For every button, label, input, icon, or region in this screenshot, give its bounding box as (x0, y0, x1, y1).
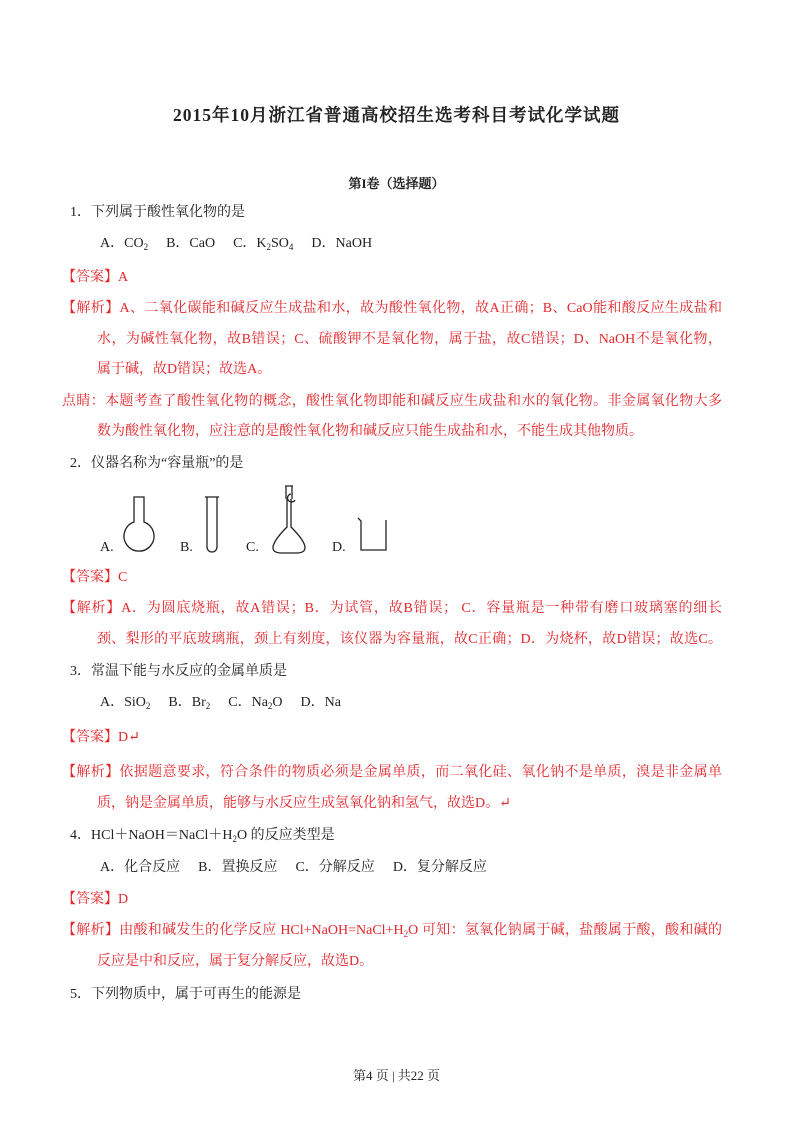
apparatus-label: D. (332, 540, 346, 555)
text-run: 点睛：本题考查了酸性氧化物的概念，酸性氧化物即能和碱反应生成盐和水的氧化物。非金属氧化物大多 (62, 394, 722, 409)
analysis-continued (97, 630, 722, 650)
text-run: SO (271, 236, 289, 251)
analysis-continued (97, 952, 373, 972)
text-run: 2．仪器名称为“容量瓶”的是 (70, 456, 244, 471)
text-run: C．分解反应 (295, 860, 375, 875)
answer (62, 890, 128, 910)
analysis-continued (97, 794, 511, 814)
question (70, 662, 287, 682)
answer (62, 728, 140, 748)
option (228, 693, 282, 713)
answer-options (100, 858, 505, 878)
subscript: 2 (267, 701, 273, 711)
text-run: 属于碱，故D错误；故选A。 (97, 362, 272, 377)
option (100, 693, 150, 713)
text-run: 【解析】A．为圆底烧瓶，故A错误；B．为试管，故B错误； C．容量瓶是一种带有磨口玻璃塞的细长 (62, 601, 722, 616)
text-run: 【答案】D (62, 892, 129, 907)
subscript: 2 (266, 242, 272, 252)
volumetric-flask-icon (273, 486, 305, 553)
subscript: 2 (232, 834, 238, 844)
text-run: A．化合反应 (100, 860, 181, 875)
answer (62, 268, 128, 288)
answer-options (100, 693, 359, 713)
text-run: D．Na (300, 695, 341, 710)
text-run: 反应是中和反应，属于复分解反应，故选D。 (97, 954, 374, 969)
text-run: 4．HCl＋NaOH＝NaCl＋H (70, 828, 233, 843)
text-run: D．复分解反应 (392, 860, 487, 875)
page-title: 2015年10月浙江省普通高校招生选考科目考试化学试题 (173, 105, 620, 125)
text-run: 【答案】D↵ (62, 730, 140, 745)
beaker-icon (358, 518, 386, 550)
option (168, 693, 210, 713)
subscript: 4 (288, 242, 294, 252)
text-run: O 的反应类型是 (237, 828, 335, 843)
analysis (62, 392, 722, 412)
question (70, 203, 245, 223)
text-run: O (272, 695, 283, 710)
text-run: A．CO (100, 236, 144, 251)
analysis (62, 299, 722, 319)
text-run: 水，为碱性氧化物，故B错误；C、硫酸钾不是氧化物，属于盐，故C错误；D、NaOH不是氧化物， (97, 332, 722, 347)
text-run: 【解析】A、二氧化碳能和碱反应生成盐和水，故为酸性氧化物，故A正确；B、CaO能和酸反应生成盐和 (62, 301, 722, 316)
page-footer: 第4 页 | 共22 页 (352, 1068, 441, 1083)
answer-options (100, 234, 390, 254)
option (100, 234, 148, 254)
text-run: 【答案】C (62, 570, 128, 585)
section-heading: 第I卷（选择题） (348, 176, 445, 191)
text-run: 【解析】由酸和碱发生的化学反应 HCl+NaOH=NaCl+H (62, 923, 404, 938)
analysis-continued (97, 330, 722, 350)
text-run: D．NaOH (311, 236, 373, 251)
analysis-continued (97, 360, 271, 380)
text-run: 3．常温下能与水反应的金属单质是 (70, 664, 287, 679)
text-run: B．Br (168, 695, 206, 710)
text-run: A．SiO (100, 695, 146, 710)
subscript: 2 (205, 701, 211, 711)
text-run: 5．下列物质中，属于可再生的能源是 (70, 987, 301, 1002)
apparatus-label: C. (246, 540, 259, 555)
text-run: 数为酸性氧化物，应注意的是酸性氧化物和碱反应只能生成盐和水，不能生成其他物质。 (97, 424, 643, 439)
question (70, 985, 301, 1005)
question (70, 826, 335, 846)
text-run: 【答案】A (62, 270, 129, 285)
option (233, 234, 293, 254)
analysis (62, 921, 722, 941)
analysis (62, 763, 722, 783)
subscript: 2 (143, 242, 149, 252)
subscript: 2 (403, 929, 409, 939)
text-run: B．CaO (166, 236, 216, 251)
text-run: C．Na (228, 695, 268, 710)
apparatus-figures (0, 470, 793, 565)
option (295, 858, 374, 878)
option (301, 693, 341, 713)
analysis (62, 599, 722, 619)
analysis-continued (97, 422, 643, 442)
apparatus-label: A. (100, 540, 114, 555)
text-run: 颈、梨形的平底玻璃瓶，颈上有刻度，该仪器为容量瓶，故C正确；D．为烧杯，故D错误；故选C。 (97, 632, 722, 647)
option (166, 234, 215, 254)
test-tube-icon (205, 497, 219, 552)
option (311, 234, 372, 254)
apparatus-label: B. (180, 540, 193, 555)
text-run: 【解析】依据题意要求，符合条件的物质必须是金属单质，而二氧化硅、氧化钠不是单质，溴是非金属单 (62, 765, 722, 780)
subscript: 2 (145, 701, 151, 711)
option (393, 858, 487, 878)
text-run: 1．下列属于酸性氧化物的是 (70, 205, 245, 220)
answer (62, 568, 127, 588)
text-run: 质，钠是金属单质，能够与水反应生成氢氧化钠和氢气，故选D。↵ (97, 796, 511, 811)
text-run: O 可知：氢氧化钠属于碱，盐酸属于酸，酸和碱的 (408, 923, 723, 938)
round-bottom-flask-icon (124, 497, 154, 551)
option (100, 858, 180, 878)
option (198, 858, 277, 878)
text-run: B．置换反应 (198, 860, 278, 875)
text-run: C．K (233, 236, 267, 251)
